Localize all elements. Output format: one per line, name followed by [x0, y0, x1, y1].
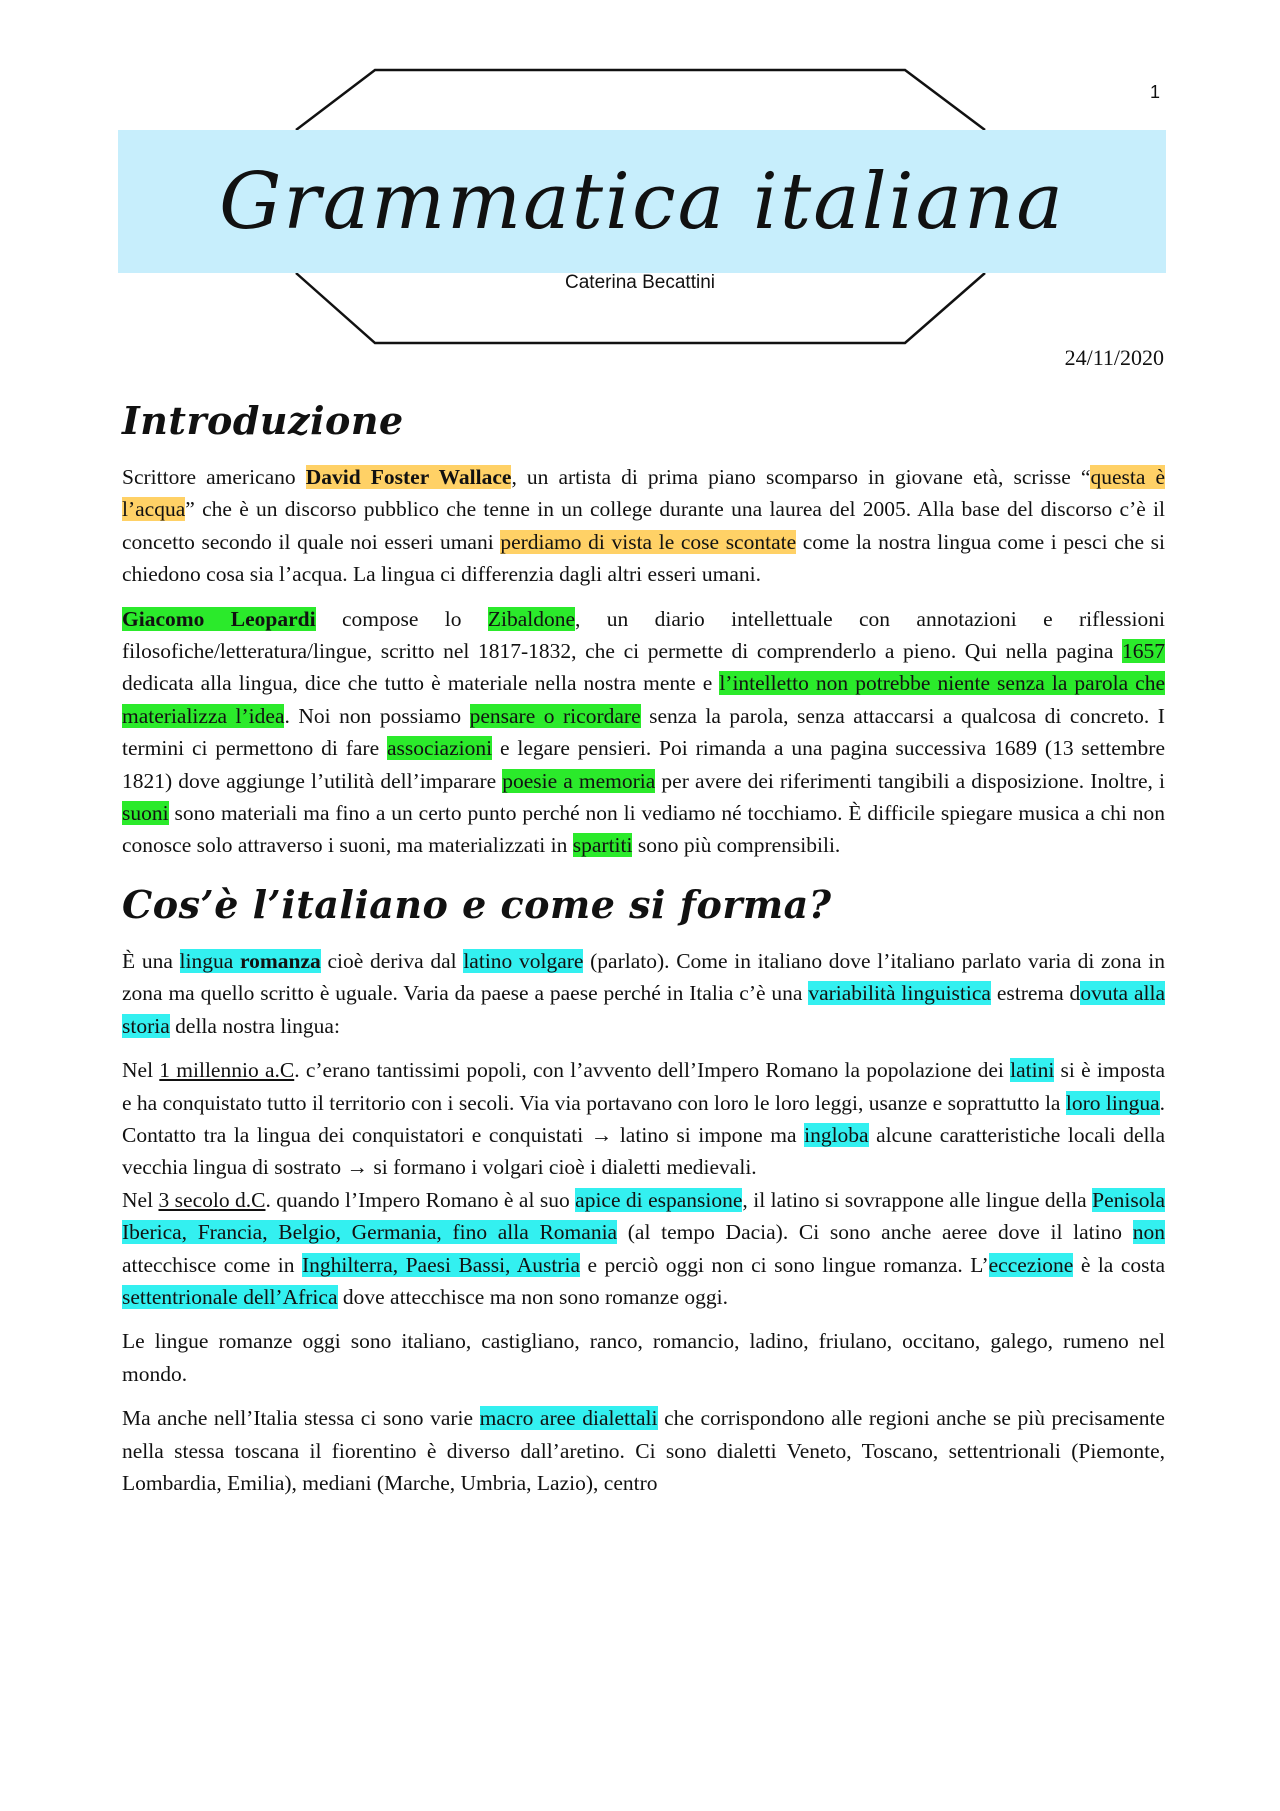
highlight: 1657: [1122, 639, 1165, 664]
highlight: poesie a memoria: [502, 768, 656, 793]
highlight: perdiamo di vista le cose scontate: [500, 529, 797, 554]
page-number: 1: [1150, 82, 1161, 102]
highlight: eccezione: [988, 1252, 1074, 1277]
highlight: suoni: [122, 801, 169, 826]
document-date: 24/11/2020: [1064, 345, 1164, 370]
highlight: variabilità linguistica: [808, 981, 991, 1006]
paragraph-millennio: Nel 1 millennio a.C. c’erano tantissimi popoli, con l’avvento dell’Impero Romano la popolazione dei latini si è imposta e ha conquistato tutto il territorio con i secoli. Via via portavano con loro le loro leggi, usanze e soprattutto la loro lingua. Contatto tra la lingua dei conquistatori e conquistati → latino si impone ma ingloba alcune caratteristiche locali della vecchia lingua di sostrato → si formano i volgari cioè i dialetti medievali.: [122, 1058, 1166, 1180]
highlight: lingua: [179, 948, 240, 973]
section-heading-italiano: Cos’è l’italiano e come si forma?: [122, 881, 832, 927]
paragraph-wallace: Scrittore americano David Foster Wallace, un artista di prima piano scomparso in giovane età, scrisse “questa è l’acqua” che è un discorso pubblico che tenne in un college durante una laurea del 2005. Alla base del discorso c’è il concetto secondo il quale noi esseri umani perdiamo di vista le cose scontate come la nostra lingua come i pesci che si chiedono cosa sia l’acqua. La lingua ci differenzia dagli altri esseri umani.: [122, 465, 1166, 587]
highlight: l’intelletto non potrebbe niente senza la parola che materializza l’idea: [122, 671, 1166, 728]
title-band: [118, 130, 1166, 273]
paragraph-lingue-romanze: Le lingue romanze oggi sono italiano, castigliano, ranco, romancio, ladino, friulano, occitano, galego, rumeno nel mondo.: [122, 1329, 1165, 1386]
paragraph-secolo: Nel 3 secolo d.C. quando l’Impero Romano è al suo apice di espansione, il latino si sovrappone alle lingue della Penisola Iberica, Francia, Belgio, Germania, fino alla Romania (al tempo Dacia). Ci sono anche aeree dove il latino non attecchisce come in Inghilterra, Paesi Bassi, Austria e perciò oggi non ci sono lingue romanza. L’eccezione è la costa settentrionale dell’Africa dove attecchisce ma non sono romanze oggi.: [122, 1187, 1166, 1309]
author-name: Caterina Becattini: [565, 272, 715, 293]
highlight: latini: [1010, 1058, 1055, 1083]
highlight: non: [1132, 1220, 1165, 1245]
highlight: pensare o ricordare: [469, 703, 641, 728]
underlined-text: 3 secolo d.C: [158, 1187, 266, 1212]
highlight: romanza: [239, 948, 321, 973]
document-title: Grammatica italiana: [219, 156, 1065, 247]
highlight: macro aree dialettali: [479, 1406, 658, 1431]
underlined-text: 1 millennio a.C: [159, 1058, 295, 1083]
paragraph-macro-aree: Ma anche nell’Italia stessa ci sono varie macro aree dialettali che corrispondono alle regioni anche se più precisamente nella stessa toscana il fiorentino è diverso dall’aretino. Ci sono dialetti Veneto, Toscano, settentrionali (Piemonte, Lombardia, Emilia), mediani (Marche, Umbria, Lazio), centro: [122, 1406, 1165, 1495]
paragraph-lingua-romanza: È una lingua romanza cioè deriva dal latino volgare (parlato). Come in italiano dove l’italiano parlato varia di zona in zona ma quello scritto è uguale. Varia da paese a paese perché in Italia c’è una variabilità linguistica estrema dovuta alla storia della nostra lingua:: [122, 948, 1165, 1038]
highlight: associazioni: [387, 736, 493, 761]
highlight: settentrionale dell’Africa: [122, 1284, 338, 1309]
document-body: [122, 398, 1165, 1511]
highlight: Giacomo Leopardi: [122, 606, 316, 631]
highlight: David Foster Wallace: [305, 465, 512, 489]
highlight: Inghilterra, Paesi Bassi, Austria: [302, 1252, 581, 1277]
highlight: loro lingua: [1065, 1090, 1160, 1115]
highlight: ovuta alla storia: [122, 981, 1165, 1038]
highlight: questa è l’acqua: [122, 465, 1166, 522]
highlight: ingloba: [804, 1122, 869, 1147]
highlight: Penisola Iberica, Francia, Belgio, Germania, fino alla Romania: [122, 1187, 1165, 1245]
section-heading-introduzione: Introduzione: [122, 398, 404, 443]
highlight: spartiti: [572, 833, 633, 858]
paragraph-leopardi: Giacomo Leopardi compose lo Zibaldone, un diario intellettuale con annotazioni e riflessioni filosofiche/letteratura/lingue, scritto nel 1817-1832, che ci permette di comprenderlo a pieno. Qui nella pagina 1657 dedicata alla lingua, dice che tutto è materiale nella nostra mente e l’intelletto non potrebbe niente senza la parola che materializza l’idea. Noi non possiamo pensare o ricordare senza la parola, senza attaccarsi a qualcosa di concreto. I termini ci permettono di fare associazioni e legare pensieri. Poi rimanda a una pagina successiva 1689 (13 settembre 1821) dove aggiunge l’utilità dell’imparare poesie a memoria per avere dei riferimenti tangibili a disposizione. Inoltre, i suoni sono materiali ma fino a un certo punto perché non li vediamo né tocchiamo. È difficile spiegare musica a chi non conosce solo attraverso i suoni, ma materializzati in spartiti sono più comprensibili.: [122, 606, 1166, 858]
highlight: Zibaldone: [487, 606, 576, 631]
highlight: latino volgare: [463, 948, 584, 973]
highlight: apice di espansione: [575, 1187, 743, 1212]
